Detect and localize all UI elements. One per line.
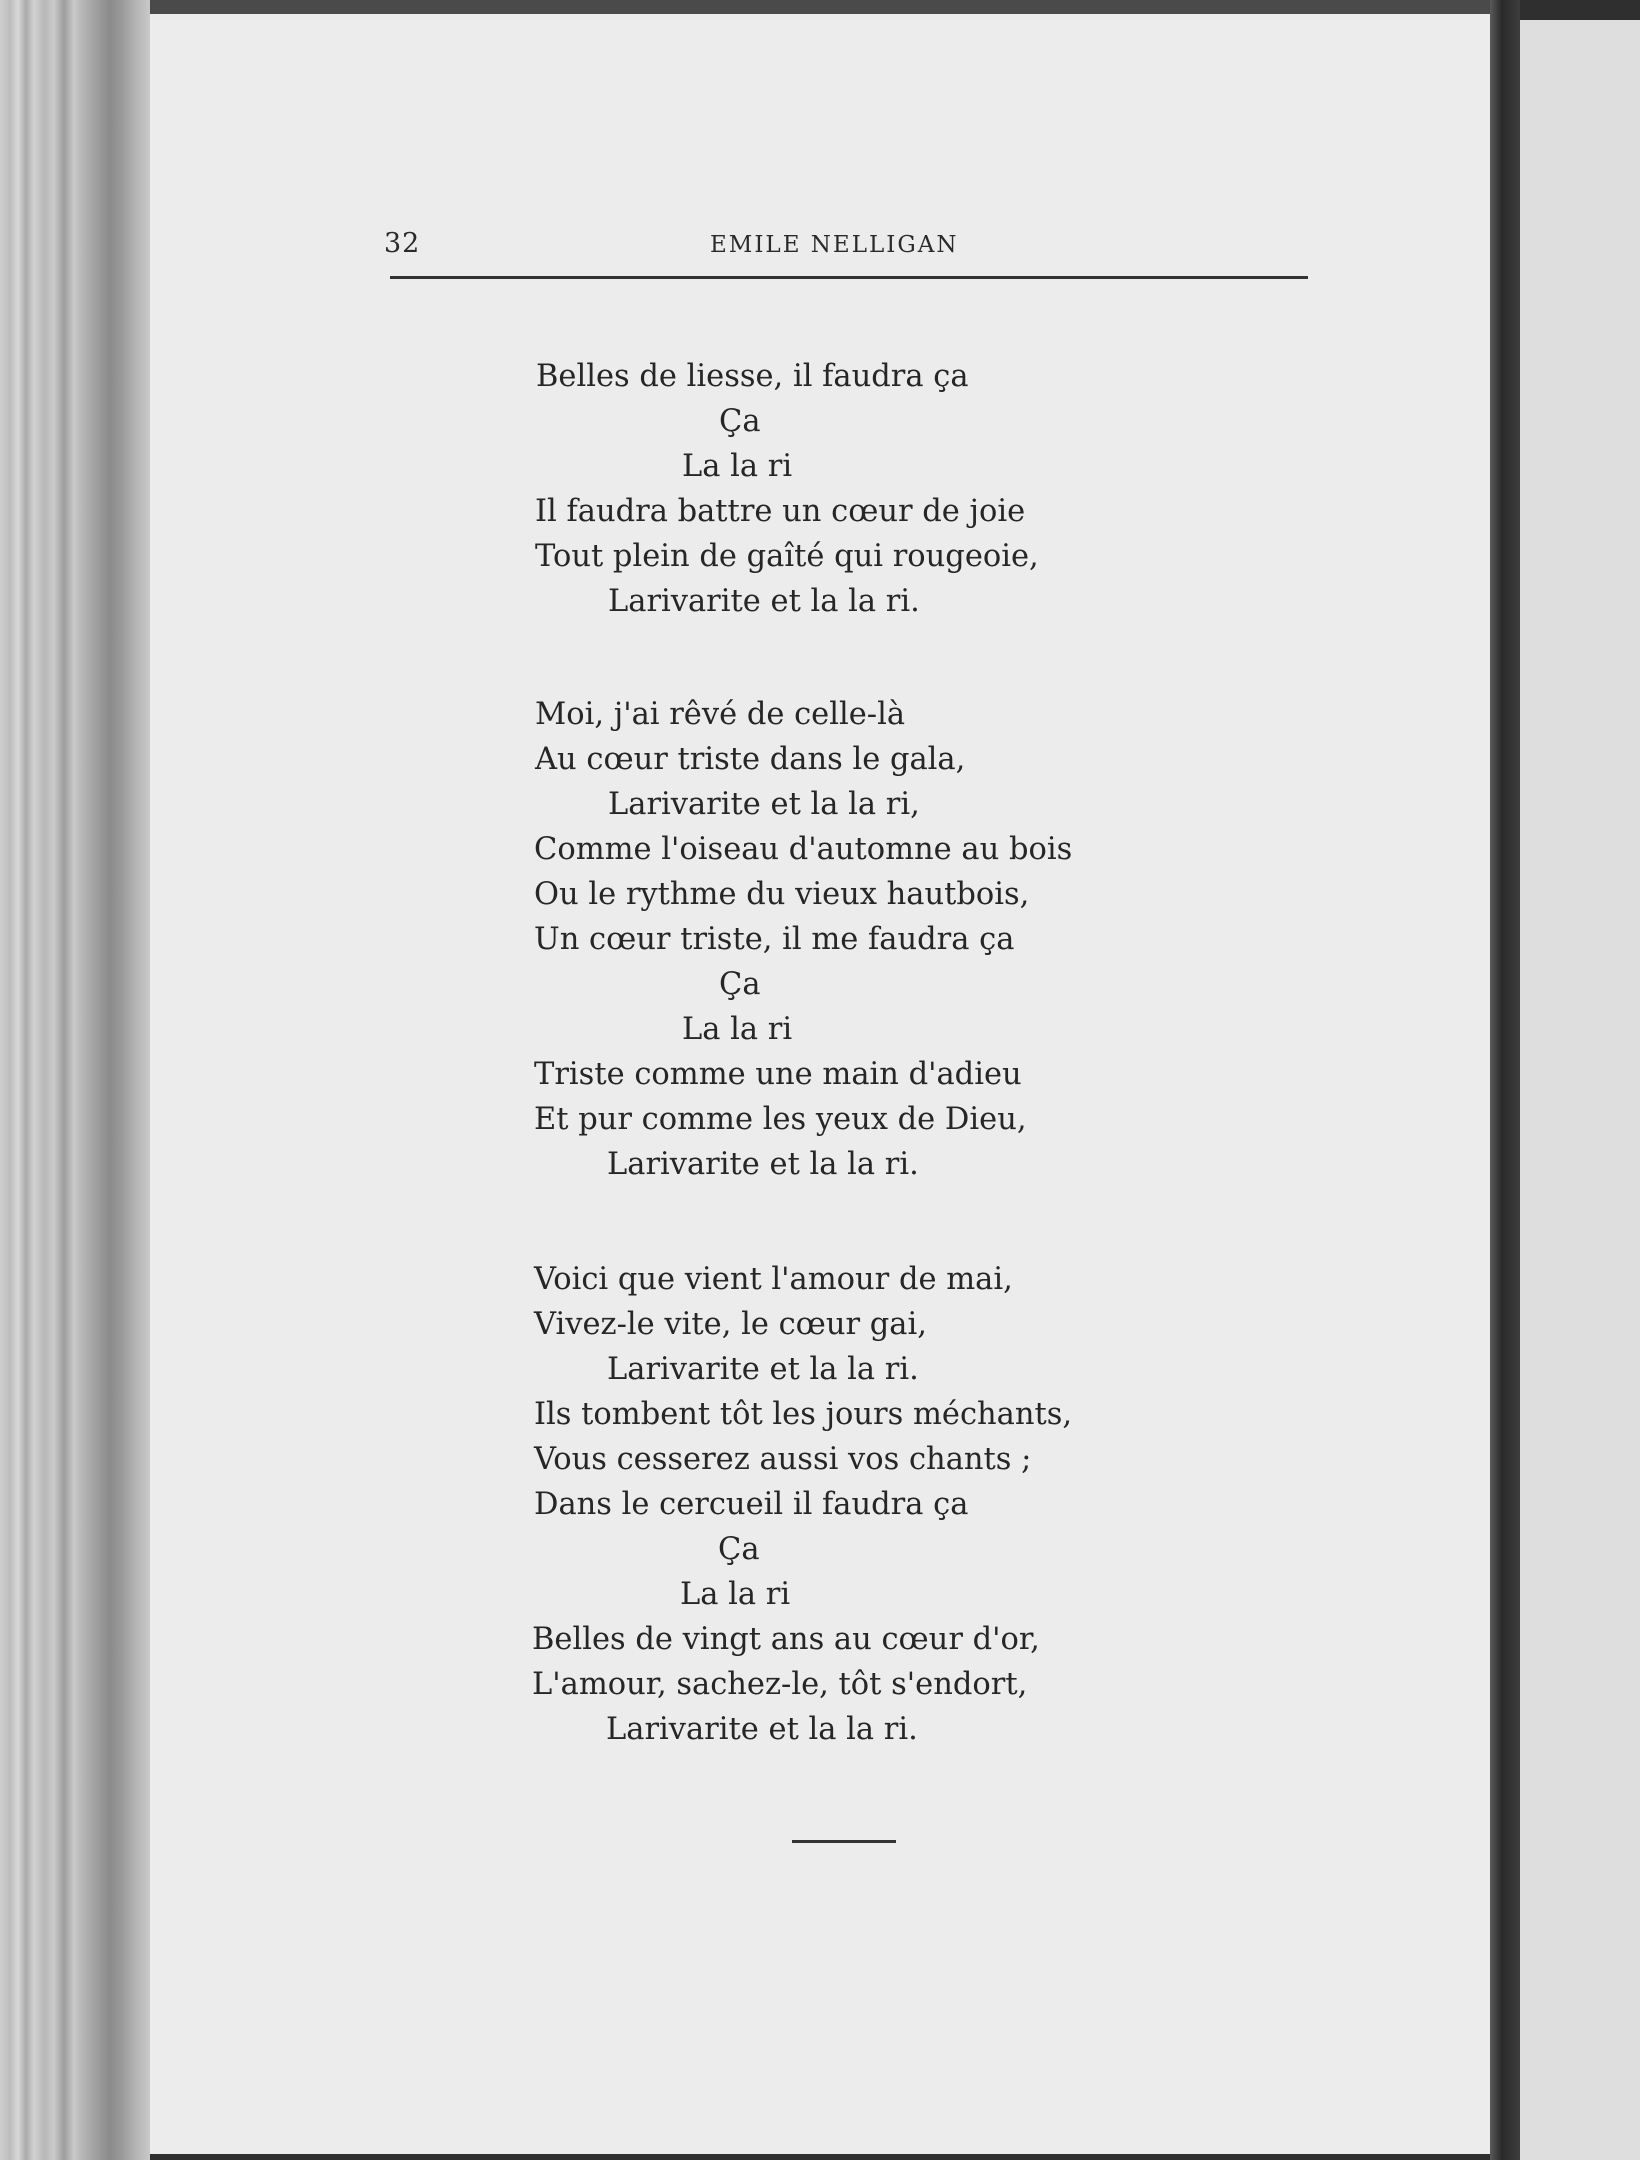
book-page: [150, 14, 1490, 2154]
poem-line: Un cœur triste, il me faudra ça: [534, 922, 1015, 957]
poem-line: Au cœur triste dans le gala,: [535, 742, 966, 777]
poem-line: Vous cesserez aussi vos chants ;: [534, 1442, 1032, 1477]
running-title: EMILE NELLIGAN: [710, 232, 959, 258]
facing-page-edge: [1520, 20, 1640, 2160]
book-gutter: [1490, 0, 1520, 2160]
poem-line: Belles de liesse, il faudra ça: [536, 359, 969, 394]
top-edge: [150, 0, 1490, 14]
running-head: [150, 228, 1490, 268]
poem-line: Tout plein de gaîté qui rougeoie,: [535, 539, 1039, 574]
poem-line: Larivarite et la la ri.: [608, 584, 920, 619]
poem-line: La la ri: [682, 449, 793, 484]
poem-line: Ça: [719, 404, 761, 439]
poem-line: Comme l'oiseau d'automne au bois: [534, 832, 1073, 867]
poem-line: Ils tombent tôt les jours méchants,: [534, 1397, 1073, 1432]
end-rule: [792, 1840, 896, 1843]
poem-line: L'amour, sachez-le, tôt s'endort,: [532, 1667, 1028, 1702]
poem-line: Ça: [719, 967, 761, 1002]
poem-line: Moi, j'ai rêvé de celle-là: [535, 697, 906, 732]
header-rule: [390, 276, 1308, 279]
poem-line: Vivez-le vite, le cœur gai,: [534, 1307, 927, 1342]
poem-line: Il faudra battre un cœur de joie: [535, 494, 1026, 529]
poem-line: Dans le cercueil il faudra ça: [534, 1487, 969, 1522]
poem-line: Larivarite et la la ri.: [607, 1352, 919, 1387]
poem-line: Et pur comme les yeux de Dieu,: [534, 1102, 1027, 1137]
poem-line: Belles de vingt ans au cœur d'or,: [532, 1622, 1040, 1657]
poem-line: La la ri: [682, 1012, 793, 1047]
poem-line: Larivarite et la la ri,: [608, 787, 920, 822]
poem-line: Ça: [718, 1532, 760, 1567]
page-number: 32: [384, 228, 421, 259]
poem-line: Larivarite et la la ri.: [606, 1712, 918, 1747]
poem-line: Voici que vient l'amour de mai,: [534, 1262, 1013, 1297]
poem-line: Ou le rythme du vieux hautbois,: [534, 877, 1030, 912]
page-edges: [0, 0, 150, 2160]
poem-line: La la ri: [680, 1577, 791, 1612]
poem-line: Larivarite et la la ri.: [607, 1147, 919, 1182]
poem-line: Triste comme une main d'adieu: [534, 1057, 1022, 1092]
